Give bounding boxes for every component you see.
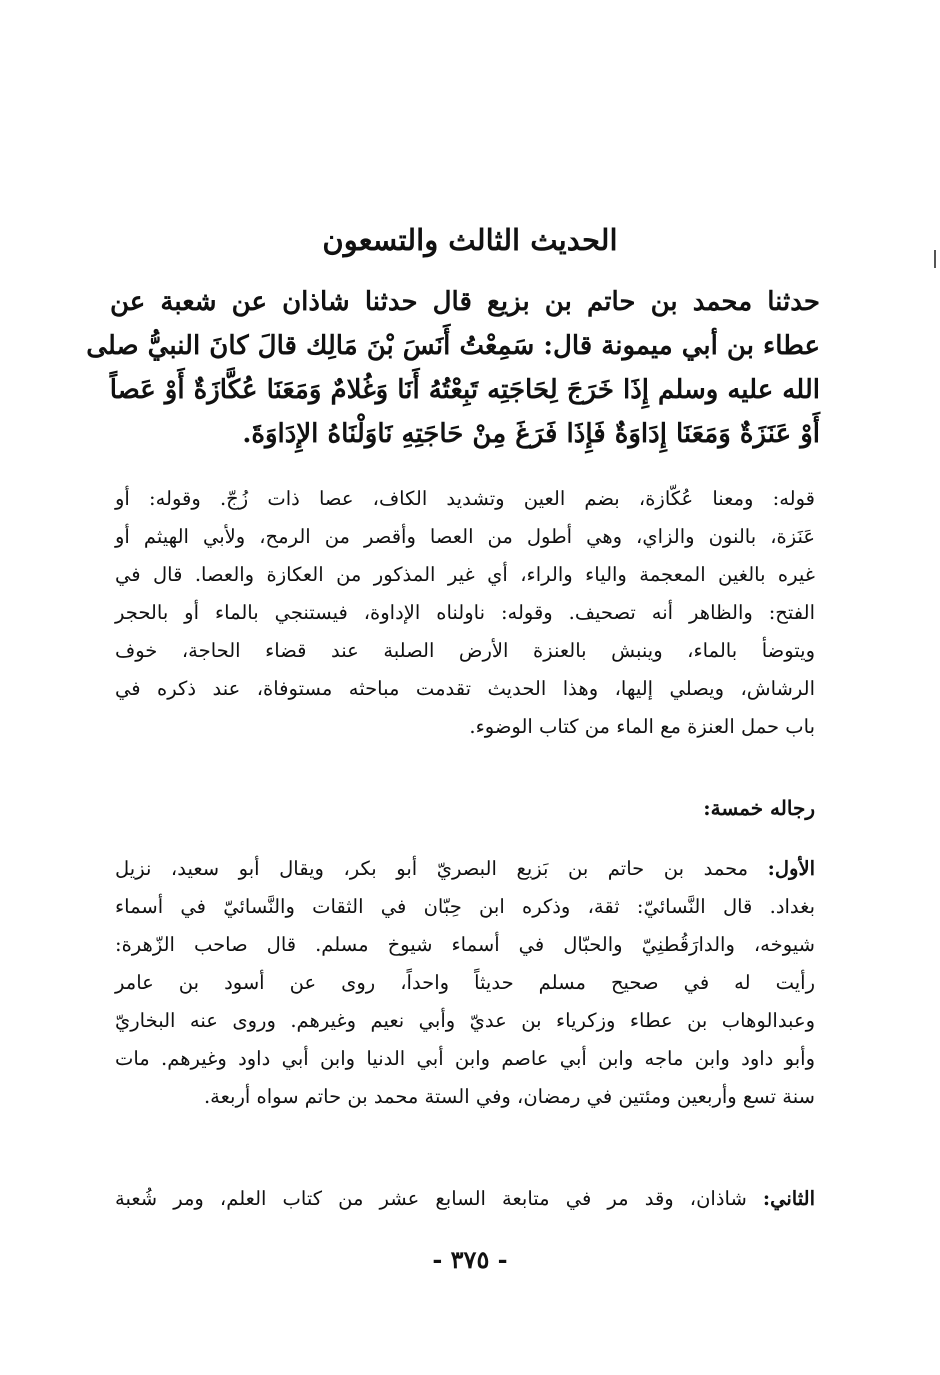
narrator-lead: الأول: bbox=[767, 857, 815, 880]
narrator-line: وعبدالوهاب بن عطاء وزكرياء بن عديّ وأبي نعيم وغيرهم. وروى عنه البخاريّ bbox=[115, 1009, 815, 1032]
narrator-line bbox=[115, 850, 815, 888]
narrator-lead: الثاني: bbox=[762, 1187, 815, 1210]
narrator-first-paragraph bbox=[115, 850, 815, 1116]
narrator-line: رأيت له في صحيح مسلم حديثاً واحداً، روى عن أسود بن عامر bbox=[115, 971, 815, 994]
commentary-line: ويتوضأ بالماء، وينبش بالعنزة الأرض الصلبة عند قضاء الحاجة، خوف bbox=[115, 639, 815, 662]
hadith-line: عطاء بن أبي ميمونة قال: سَمِعْتُ أَنَسَ بْنَ مَالِك قالَ كانَ النبيُّ صلى bbox=[86, 331, 820, 361]
narrators-heading: رجاله خمسة: bbox=[703, 796, 815, 820]
hadith-line: حدثنا محمد بن حاتم بن بزيع قال حدثنا شاذان عن شعبة عن bbox=[110, 287, 820, 317]
page-number: - ٣٧٥ - bbox=[432, 1245, 508, 1274]
commentary-line: باب حمل العنزة مع الماء من كتاب الوضوء. bbox=[469, 715, 815, 738]
commentary-line: قوله: ومعنا عُكّازة، بضم العين وتشديد الكاف، عصا ذات زُجّ. وقوله: أو bbox=[115, 487, 815, 510]
narrator-line: شيوخه، والدارَقُطنِيّ والحبّال في أسماء شيوخ مسلم. قال صاحب الزّهرة: bbox=[115, 933, 815, 956]
hadith-line: أَوْ عَنَزَةٌ وَمَعَنَا إِدَاوَةٌ فَإِذَا فَرَغَ مِنْ حَاجَتِهِ نَاوَلْنَاهُ الإِدَاوَةَ. bbox=[242, 419, 820, 449]
hadith-title: الحديث الثالث والتسعون bbox=[322, 223, 618, 257]
narrator-line: وأبو داود وابن ماجه وابن أبي عاصم وابن أبي الدنيا وابن أبي داود وغيرهم. مات bbox=[115, 1047, 815, 1070]
narrator-line: سنة تسع وأربعين ومئتين في رمضان، وفي الستة محمد بن حاتم سواه أربعة. bbox=[203, 1085, 815, 1108]
hadith-text bbox=[86, 280, 820, 456]
commentary-paragraph bbox=[115, 480, 815, 746]
commentary-line: الرشاش، ويصلي إليها، وهذا الحديث تقدمت مباحثه مستوفاة، عند ذكره في bbox=[115, 677, 815, 700]
commentary-line: عَنَزة، بالنون والزاي، وهي أطول من العصا وأقصر من الرمح، ولأبي الهيثم أو bbox=[115, 525, 815, 548]
narrator-text: محمد بن حاتم بن بَزيع البصريّ أبو بكر، ويقال أبو سعيد، نزيل bbox=[115, 857, 768, 880]
page-edge-mark bbox=[934, 250, 936, 268]
narrator-text: شاذان، وقد مر في متابعة السابع عشر من كتاب العلم، ومر شُعبة bbox=[115, 1187, 763, 1210]
narrator-line: بغداد. قال النَّسائيّ: ثقة، وذكره ابن حِبّان في الثقات والنَّسائيّ في أسماء bbox=[115, 895, 815, 918]
narrator-line bbox=[115, 1180, 815, 1218]
hadith-line: الله عليه وسلم إِذَا خَرَجَ لِحَاجَتِه تَبِعْتُهُ أَنَا وَغُلامٌ وَمَعَنَا عُكَّازَةٌ أَوْ عَصاً bbox=[109, 375, 820, 405]
narrator-second-paragraph bbox=[115, 1180, 815, 1218]
commentary-line: غيره بالغين المعجمة والياء والراء، أي غير المذكور من العكازة والعصا. قال في bbox=[115, 563, 815, 586]
commentary-line: الفتح: والظاهر أنه تصحيف. وقوله: ناولناه الإداوة، فيستنجي بالماء أو بالحجر bbox=[115, 601, 815, 624]
